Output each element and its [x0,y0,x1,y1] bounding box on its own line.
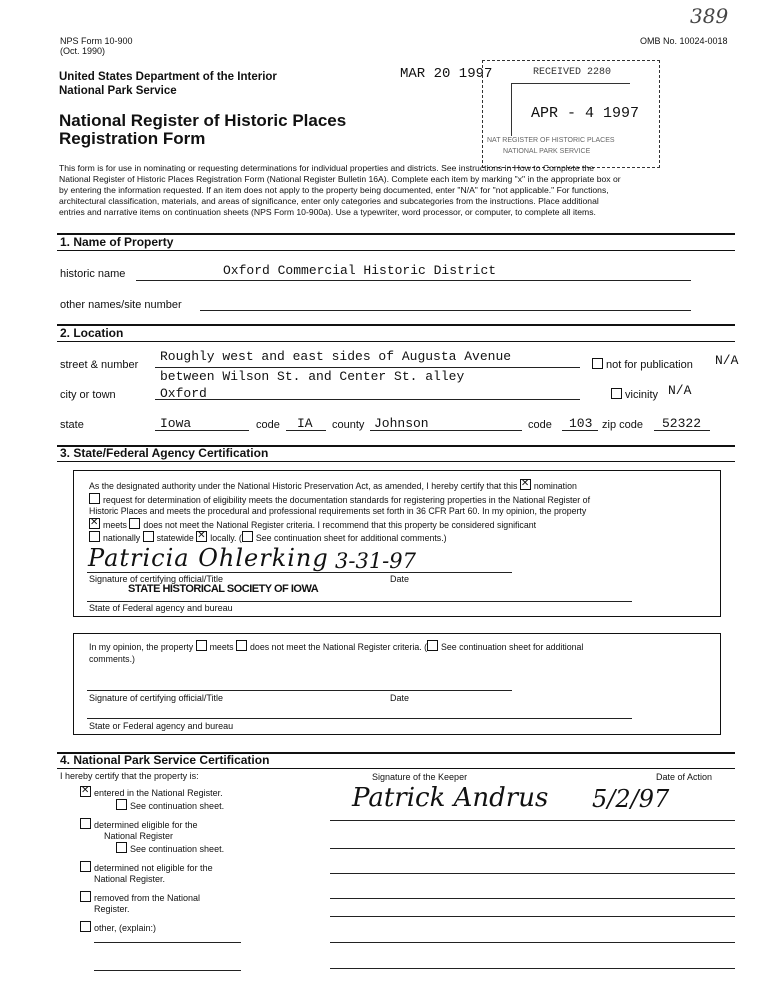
omb-number: OMB No. 10024-0018 [640,36,728,46]
statewide-label: statewide [156,533,194,543]
section-rule [57,461,735,462]
service: National Park Service [59,85,177,97]
department: United States Department of the Interior [59,71,277,83]
city-line [155,399,580,400]
street-value-line1[interactable]: Roughly west and east sides of Augusta Avenue [160,349,512,364]
keeper-signature: Patrick Andrus [352,783,549,813]
section-rule [57,324,735,326]
county-code-line [562,430,598,431]
locally-label: locally. ( [210,533,242,543]
opinion-agency-label: State or Federal agency and bureau [89,721,234,731]
option-removed[interactable] [80,891,224,904]
keeper-line [330,820,735,821]
opinion-date-label: Date [390,693,410,703]
continuation-sheet-checkbox[interactable] [242,531,253,542]
opinion-continuation-checkbox[interactable] [427,640,438,651]
not-for-publication-label: not for publication [606,359,693,371]
opinion-text-end: See continuation sheet for additional [441,642,584,652]
date-label: Date [390,574,410,584]
form-number: NPS Form 10-900 [60,36,133,46]
cert-line1 [89,479,590,493]
stamp-date: APR - 4 1997 [531,105,640,122]
opinion-label: In my opinion, the property [89,642,194,652]
instructions-line: entries and narrative items on continuation sheets (NPS Form 10-900a). Use a typewriter, word processor, or computer, to complete all items. [59,207,596,217]
option-entered[interactable] [80,786,224,799]
nps-options [80,786,224,934]
signature-date: 3-31-97 [335,549,416,573]
state-code-value[interactable]: IA [297,416,313,431]
section-rule [57,341,735,342]
agency-label: State of Federal agency and bureau [89,603,233,613]
county-line [370,430,522,431]
certification-text [89,479,590,545]
nationally-checkbox[interactable] [89,531,100,542]
not-for-publication-option[interactable] [592,358,693,371]
nomination-label: nomination [533,481,577,491]
street-line [155,367,580,368]
option-eligible[interactable] [80,818,224,831]
cert-text: does not meet the National Register criteria. I recommend that this property be considered significant [143,519,537,530]
keeper-line [330,942,735,943]
cert-line3: Historic Places and meets the procedural and professional requirements set forth in 36 CFR Part 60. In my opinion, the property [89,506,587,516]
instructions-line: This form is for use in nominating or requesting determinations for individual properties and districts. See instructions in How to Complete the [59,163,594,173]
nps-cert-intro: I hereby certify that the property is: [60,771,199,781]
option-other[interactable] [80,921,224,934]
entered-label: entered in the National Register. [94,788,223,798]
eligible-label: determined eligible for the [94,820,198,830]
not-eligible-checkbox[interactable] [80,861,91,872]
state-code-line [286,430,326,431]
state-code-label: code [256,419,280,431]
cert-text: As the designated authority under the National Historic Preservation Act, as amended, I hereby certify that this [89,481,518,491]
opinion-meets-checkbox[interactable] [196,640,207,651]
explain-line [94,970,241,971]
agency-line [87,601,632,602]
opinion-signature-line [87,690,512,691]
county-value[interactable]: Johnson [374,416,429,431]
street-value-line2[interactable]: between Wilson St. and Center St. alley [160,369,465,384]
see-continuation-1[interactable] [80,799,224,812]
stamp-bottom-text: NAT REGISTER OF HISTORIC PLACES [487,137,615,144]
keeper-line [330,848,735,849]
zip-value[interactable]: 52322 [662,416,702,431]
section-rule [57,250,735,251]
removed-checkbox[interactable] [80,891,91,902]
city-label: city or town [60,389,116,401]
locally-checkbox[interactable] [196,531,207,542]
section2-heading: 2. Location [60,326,124,340]
agency-stamp: STATE HISTORICAL SOCIETY OF IOWA [128,583,319,595]
nomination-checkbox[interactable] [520,479,531,490]
eligible-checkbox[interactable] [80,818,91,829]
see-continuation-checkbox[interactable] [116,799,127,810]
see-continuation-2[interactable] [80,842,224,855]
opinion-signature-label: Signature of certifying official/Title [89,693,224,703]
option-not-eligible[interactable] [80,861,224,874]
cert-text: request for determination of eligibility meets the documentation standards for registering properties in the National Register of [103,494,591,505]
county-code-value[interactable]: 103 [569,416,593,431]
action-date: 5/2/97 [592,785,670,813]
opinion-meets-label: meets [209,642,234,652]
historic-name-value[interactable]: Oxford Commercial Historic District [223,263,497,278]
instructions-line: by entering the information requested. If an item does not apply to the property being documented, enter "N/A" for "not applicable." For functions, [59,185,609,195]
meets-checkbox[interactable] [89,518,100,529]
zip-label: zip code [602,419,643,431]
not-eligible-label-2: National Register. [94,874,166,884]
stamp-date-top: MAR 20 1997 [400,66,493,82]
explain-line [94,942,241,943]
date-of-action-label: Date of Action [656,772,713,782]
opinion-does-not-meet-checkbox[interactable] [236,640,247,651]
other-names-label: other names/site number [60,299,182,311]
vicinity-value: N/A [668,383,692,398]
opinion-text [89,640,583,665]
certifying-signature: Patricia Ohlerking [88,544,329,572]
vicinity-checkbox[interactable] [611,388,622,399]
see-continuation-checkbox[interactable] [116,842,127,853]
cert-text: See continuation sheet for additional comments.) [255,533,447,543]
other-names-line [200,310,691,311]
section-rule [57,768,735,769]
keeper-line [330,968,735,969]
statewide-checkbox[interactable] [143,531,154,542]
stamp-bottom-text2: NATIONAL PARK SERVICE [503,148,591,155]
keeper-label: Signature of the Keeper [372,772,468,782]
opinion-line1 [89,640,583,653]
does-not-meet-checkbox[interactable] [129,518,140,529]
opinion-agency-line [87,718,632,719]
stamp-received-text: RECEIVED 2280 [533,67,612,78]
instructions-line: National Register of Historic Places Registration Form (National Register Bulletin 16A). Complete each item by marking "x" in the appropriate box or [59,174,621,184]
form-date: (Oct. 1990) [60,46,106,56]
received-stamp [482,60,660,168]
vicinity-label: vicinity [625,389,659,401]
street-label: street & number [60,359,139,371]
see-continuation-label: See continuation sheet. [130,801,225,811]
eligible-label-2: National Register [104,831,174,841]
request-determination-checkbox[interactable] [89,493,100,504]
section3-heading: 3. State/Federal Agency Certification [60,446,269,460]
city-value[interactable]: Oxford [160,386,207,401]
historic-name-label: historic name [60,268,126,280]
vicinity-option[interactable] [611,388,658,401]
section4-heading: 4. National Park Service Certification [60,753,270,767]
handwritten-page-number: 389 [690,4,729,28]
other-label: other, (explain:) [94,923,157,933]
opinion-line2: comments.) [89,654,135,664]
entered-checkbox[interactable] [80,786,91,797]
see-continuation-label: See continuation sheet. [130,844,225,854]
nationally-label: nationally [103,533,141,543]
not-eligible-label: determined not eligible for the [94,863,213,873]
cert-line2 [89,493,590,507]
form-title-line1: National Register of Historic Places [59,111,347,130]
zip-line [654,430,710,431]
state-line [155,430,249,431]
historic-name-line [136,280,691,281]
cert-line4 [89,518,590,532]
removed-label: removed from the National [94,893,201,903]
form-title-line2: Registration Form [59,129,206,148]
state-value[interactable]: Iowa [160,416,192,431]
keeper-line [330,916,735,917]
instructions-paragraph [59,163,739,218]
signature-line [87,572,512,573]
not-for-publication-value: N/A [715,353,739,368]
not-for-publication-checkbox[interactable] [592,358,603,369]
removed-label-2: Register. [94,904,130,914]
county-label: county [332,419,365,431]
meets-label: meets [103,519,127,530]
keeper-line [330,898,735,899]
instructions-line: architectural classification, materials, and areas of significance, enter only categories and subcategories from the instructions. Place additional [59,196,599,206]
other-checkbox[interactable] [80,921,91,932]
section1-heading: 1. Name of Property [60,235,174,249]
county-code-label: code [528,419,552,431]
keeper-line [330,873,735,874]
opinion-text-mid: does not meet the National Register criteria. ( [250,642,428,652]
signature-label: Signature of certifying official/Title [89,574,224,584]
state-label: state [60,419,84,431]
cert-line5 [89,531,590,545]
